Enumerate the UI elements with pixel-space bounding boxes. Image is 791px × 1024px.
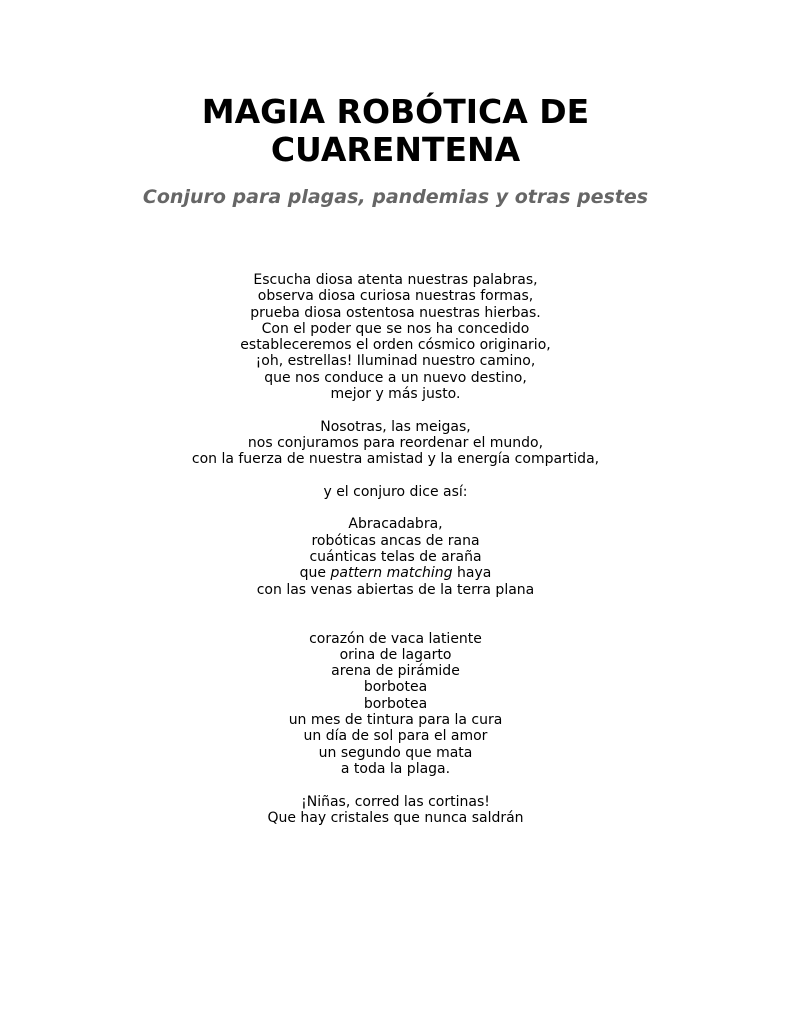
stanza-gap xyxy=(0,402,791,418)
document-title xyxy=(0,93,791,169)
stanza-gap xyxy=(0,468,791,484)
poem-line: arena de pirámide xyxy=(331,663,460,680)
stanza-gap xyxy=(0,500,791,516)
poem-line: prueba diosa ostentosa nuestras hierbas. xyxy=(250,304,541,321)
poem-line: Con el poder que se nos ha concedido xyxy=(261,320,530,337)
stanza-6 xyxy=(0,794,791,827)
poem-line: con la fuerza de nuestra amistad y la energía compartida, xyxy=(191,451,600,468)
poem-line: borbotea xyxy=(363,695,428,712)
poem-body xyxy=(0,272,791,826)
stanza-1 xyxy=(0,272,791,402)
poem-line xyxy=(0,565,791,581)
poem-line: Que hay cristales que nunca saldrán xyxy=(267,809,524,826)
poem-line: nos conjuramos para reordenar el mundo, xyxy=(247,434,544,451)
poem-line: un mes de tintura para la cura xyxy=(288,712,503,729)
poem-line: observa diosa curiosa nuestras formas, xyxy=(257,288,534,305)
stanza-gap xyxy=(0,598,791,631)
poem-text: haya xyxy=(452,565,492,582)
poem-line: borbotea xyxy=(363,679,428,696)
poem-line: estableceremos el orden cósmico originario, xyxy=(240,337,551,354)
document-subtitle: Conjuro para plagas, pandemias y otras pestes xyxy=(142,186,649,208)
poem-line: que nos conduce a un nuevo destino, xyxy=(264,369,527,386)
poem-line: Abracadabra, xyxy=(348,516,443,533)
poem-line: corazón de vaca latiente xyxy=(309,630,482,647)
stanza-2 xyxy=(0,419,791,468)
poem-line: con las venas abiertas de la terra plana xyxy=(256,581,535,598)
poem-line: Nosotras, las meigas, xyxy=(320,418,471,435)
title-line: CUARENTENA xyxy=(270,130,521,169)
stanza-3 xyxy=(0,484,791,500)
title-line: MAGIA ROBÓTICA DE xyxy=(201,92,590,131)
poem-line: Escucha diosa atenta nuestras palabras, xyxy=(253,272,538,288)
poem-line: un día de sol para el amor xyxy=(303,728,488,745)
poem-line: ¡oh, estrellas! Iluminad nuestro camino, xyxy=(255,353,536,370)
emphasized-text: pattern matching xyxy=(330,565,453,582)
poem-line: robóticas ancas de rana xyxy=(311,532,480,549)
stanza-5 xyxy=(0,631,791,778)
poem-line: orina de lagarto xyxy=(339,646,452,663)
poem-line: cuánticas telas de araña xyxy=(309,549,482,566)
stanza-gap xyxy=(0,777,791,793)
poem-line: mejor y más justo. xyxy=(330,386,461,403)
poem-line: y el conjuro dice así: xyxy=(323,483,468,500)
poem-line: a toda la plaga. xyxy=(340,760,451,777)
poem-text: que xyxy=(299,565,331,582)
stanza-4 xyxy=(0,516,791,597)
poem-line: un segundo que mata xyxy=(318,744,473,761)
poem-line: ¡Niñas, corred las cortinas! xyxy=(301,793,490,810)
